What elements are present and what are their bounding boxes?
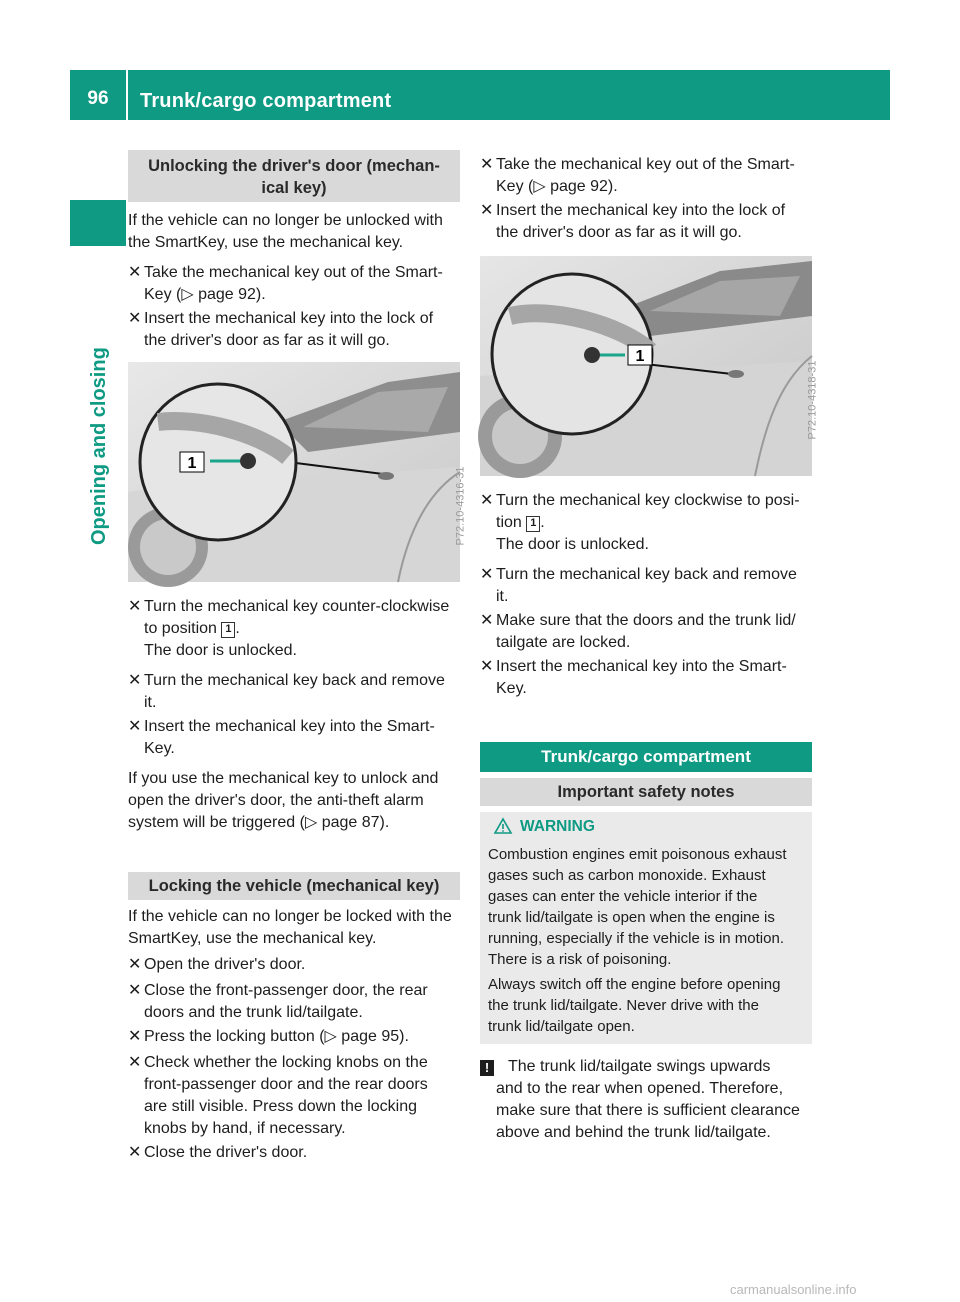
step-item (128, 596, 468, 662)
paragraph (128, 906, 468, 950)
step-item (128, 954, 468, 976)
text-line: knobs by hand, if necessary. (144, 1120, 346, 1137)
text-line: Insert the mechanical key into the lock of (144, 310, 434, 327)
text-line: Close the front-passenger door, the rear (144, 982, 428, 999)
text-line: it. (496, 588, 509, 605)
step-item (128, 1142, 468, 1164)
text-line: Take the mechanical key out of the Smart- (496, 156, 795, 173)
heading-line: Important safety notes (557, 783, 735, 801)
chapter-label: Opening and closing (88, 347, 110, 545)
step-item (480, 154, 820, 198)
text-line: Key (▷ page 92). (496, 178, 618, 195)
paragraph (128, 768, 468, 834)
step-item (480, 200, 820, 244)
text-line: open the driver's door, the anti-theft alarm (128, 792, 424, 809)
text-line: Turn the mechanical key counter-clockwise (144, 598, 450, 615)
text-line: front-passenger door and the rear doors (144, 1076, 428, 1093)
car-door-drawing (480, 256, 812, 476)
step-item (128, 262, 468, 306)
position-key-icon: 1 (221, 622, 235, 638)
text-line: If the vehicle can no longer be unlocked with (128, 212, 443, 229)
text-line: tailgate are locked. (496, 634, 631, 651)
text-fragment: . (540, 514, 545, 531)
step-item (480, 564, 820, 608)
warning-triangle-icon (494, 818, 512, 834)
warning-icon (494, 818, 512, 839)
text-line (144, 618, 468, 640)
step-item (128, 1052, 468, 1140)
text-line: There is a risk of poisoning. (488, 951, 672, 968)
step-marker-icon: ✕ (128, 956, 142, 973)
step-item (128, 308, 468, 352)
image-code: P72.10-4316-31 (454, 466, 467, 546)
paragraph (128, 210, 468, 254)
step-marker-icon: ✕ (128, 310, 142, 327)
text-line: Key. (496, 680, 527, 697)
step-item (480, 656, 820, 700)
step-marker-icon: ✕ (480, 156, 494, 173)
callout-number: 1 (187, 455, 197, 472)
text-line: running, especially if the vehicle is in motion. (488, 930, 784, 947)
footer-watermark: carmanualsonline.info (730, 1282, 857, 1297)
text-line: Open the driver's door. (144, 956, 306, 973)
text-line: Combustion engines emit poisonous exhaust (488, 846, 787, 863)
step-marker-icon: ✕ (128, 672, 142, 689)
text-fragment: . (235, 620, 240, 637)
step-item (128, 1026, 468, 1048)
step-marker-icon: ✕ (128, 982, 142, 999)
text-line: Turn the mechanical key back and remove (496, 566, 797, 583)
text-line: Always switch off the engine before opening (488, 976, 781, 993)
door-lock-illustration-right (480, 256, 819, 476)
page-number: 96 (87, 88, 109, 109)
step-marker-icon: ✕ (128, 1054, 142, 1071)
text-line: the trunk lid/tailgate. Never drive with the (488, 997, 759, 1014)
text-line: are still visible. Press down the locking (144, 1098, 418, 1115)
page-header-title: Trunk/cargo compartment (140, 90, 392, 112)
text-line: Press the locking button (▷ page 95). (144, 1028, 409, 1045)
step-marker-icon: ✕ (480, 658, 494, 675)
section-heading-trunk: Trunk/cargo compartment (480, 742, 812, 772)
header-divider (126, 70, 128, 120)
step-item (480, 610, 820, 654)
step-item (128, 716, 468, 760)
step-marker-icon: ✕ (480, 566, 494, 583)
text-line: the driver's door as far as it will go. (144, 332, 390, 349)
text-line: Take the mechanical key out of the Smart- (144, 264, 443, 281)
text-line: trunk lid/tailgate open. (488, 1018, 635, 1035)
text-line: the SmartKey, use the mechanical key. (128, 234, 404, 251)
notice-text (496, 1056, 826, 1144)
text-line: Insert the mechanical key into the Smart- (496, 658, 787, 675)
text-line: The trunk lid/tailgate swings upwards (508, 1058, 771, 1075)
text-fragment: tion (496, 514, 527, 531)
car-door-drawing (128, 362, 460, 582)
section-heading-locking (128, 872, 460, 900)
step-marker-icon: ✕ (128, 1144, 142, 1161)
text-line: Insert the mechanical key into the lock of (496, 202, 786, 219)
text-line: Make sure that the doors and the trunk lid/ (496, 612, 796, 629)
door-lock-illustration-left (128, 362, 467, 582)
warning-text (488, 974, 818, 1037)
callout-number: 1 (635, 348, 645, 365)
step-item (128, 980, 468, 1024)
step-item (128, 670, 468, 714)
image-code: P72.10-4318-31 (806, 360, 819, 440)
text-line: gases such as carbon monoxide. Exhaust (488, 867, 766, 884)
step-marker-icon: ✕ (128, 718, 142, 735)
text-line: trunk lid/tailgate is open when the engine is (488, 909, 775, 926)
section-heading-safety (480, 778, 812, 806)
warning-title: WARNING (520, 818, 595, 835)
heading-line: Locking the vehicle (mechanical key) (148, 877, 440, 895)
text-line: SmartKey, use the mechanical key. (128, 930, 377, 947)
warning-text (488, 844, 818, 970)
section-heading-unlocking (128, 150, 460, 202)
text-line: Key. (144, 740, 175, 757)
step-marker-icon: ✕ (480, 612, 494, 629)
text-line: The door is unlocked. (496, 536, 649, 553)
text-line: system will be triggered (▷ page 87). (128, 814, 390, 831)
text-line: make sure that there is sufficient clearance (496, 1102, 800, 1119)
text-fragment: to position (144, 620, 222, 637)
text-line: the driver's door as far as it will go. (496, 224, 742, 241)
step-marker-icon: ✕ (128, 598, 142, 615)
text-line: Key (▷ page 92). (144, 286, 266, 303)
step-item (480, 490, 820, 556)
step-marker-icon: ✕ (480, 492, 494, 509)
text-line (496, 512, 820, 534)
heading-line: Unlocking the driver's door (mechan- (148, 157, 440, 175)
position-key-icon: 1 (526, 516, 540, 532)
text-line: The door is unlocked. (144, 642, 297, 659)
text-line: Insert the mechanical key into the Smart- (144, 718, 435, 735)
text-line: above and behind the trunk lid/tailgate. (496, 1124, 771, 1141)
text-line: it. (144, 694, 157, 711)
text-line: Turn the mechanical key back and remove (144, 672, 445, 689)
step-marker-icon: ✕ (128, 1028, 142, 1045)
text-line: If you use the mechanical key to unlock and (128, 770, 439, 787)
text-line: Close the driver's door. (144, 1144, 308, 1161)
text-line: doors and the trunk lid/tailgate. (144, 1004, 363, 1021)
heading-line: ical key) (261, 179, 327, 197)
text-line: and to the rear when opened. Therefore, (496, 1080, 784, 1097)
text-line: gases can enter the vehicle interior if the (488, 888, 758, 905)
text-line: Turn the mechanical key clockwise to posi- (496, 492, 800, 509)
text-line: Check whether the locking knobs on the (144, 1054, 428, 1071)
chapter-tab (70, 200, 126, 246)
text-line: If the vehicle can no longer be locked with the (128, 908, 452, 925)
notice-icon: ! (480, 1060, 494, 1076)
step-marker-icon: ✕ (480, 202, 494, 219)
step-marker-icon: ✕ (128, 264, 142, 281)
